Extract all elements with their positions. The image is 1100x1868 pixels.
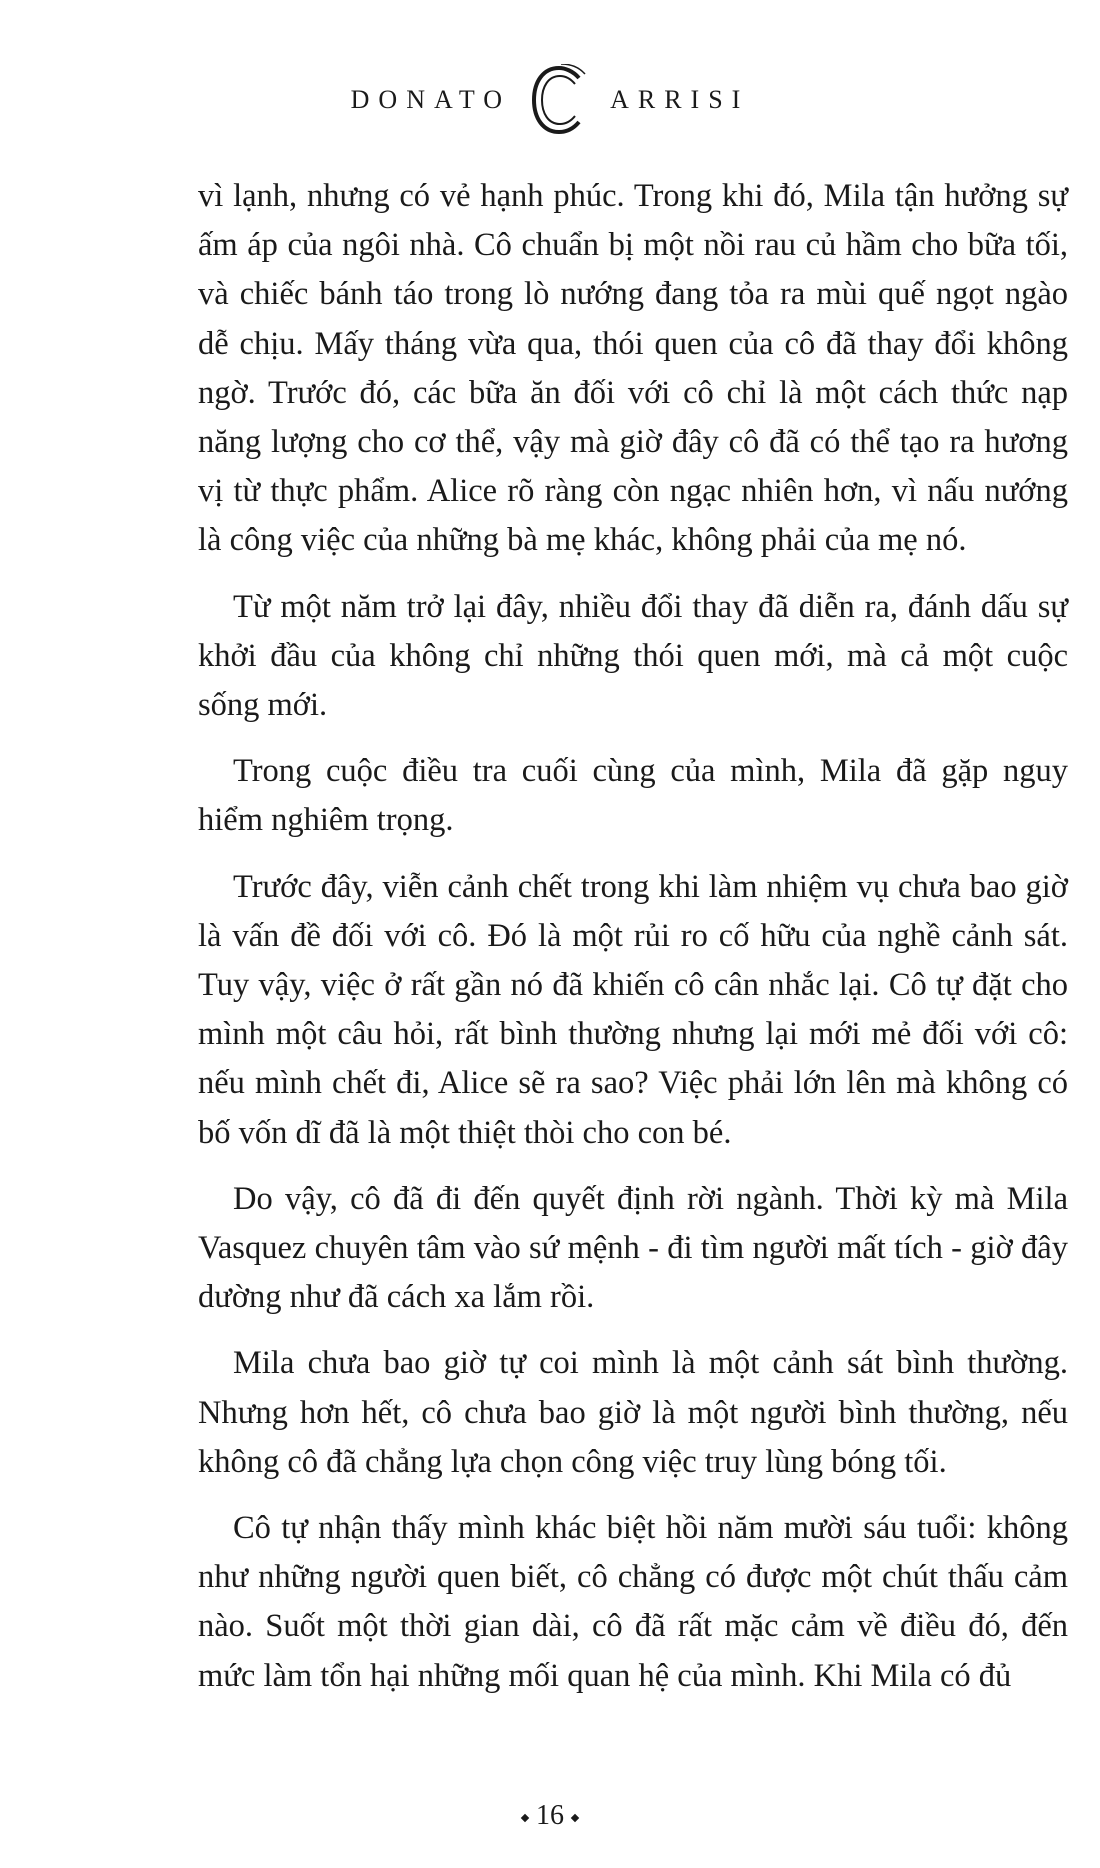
author-last-name: ARRISI	[610, 85, 750, 114]
author-first-name: DONATO	[350, 85, 512, 114]
page-number: 16	[536, 1800, 564, 1831]
running-header	[0, 64, 1100, 136]
paragraph-6: Mila chưa bao giờ tự coi mình là một cảnh sát bình thường. Nhưng hơn hết, cô chưa bao giờ là một người bình thường, nếu không cô đã chẳng lựa chọn công việc truy lùng bóng tối.	[198, 1345, 1068, 1480]
paragraph-2: Từ một năm trở lại đây, nhiều đổi thay đã diễn ra, đánh dấu sự khởi đầu của không chỉ những thói quen mới, mà cả một cuộc sống mới.	[198, 588, 1068, 724]
page-footer	[0, 1800, 1100, 1832]
paragraph-4: Trước đây, viễn cảnh chết trong khi làm nhiệm vụ chưa bao giờ là vấn đề đối với cô. Đó là một rủi ro cố hữu của nghề cảnh sát. Tuy vậy, việc ở rất gần nó đã khiến cô cân nhắc lại. Cô tự đặt cho mình một câu hỏi, rất bình thường nhưng lại mới mẻ đối với cô: nếu mình chết đi, Alice sẽ ra sao? Việc phải lớn lên mà không có bố vốn dĩ đã là một thiệt thòi cho con bé.	[198, 868, 1068, 1151]
paragraph-3: Trong cuộc điều tra cuối cùng của mình, Mila đã gặp nguy hiểm nghiêm trọng.	[198, 753, 1068, 839]
paragraph-1: vì lạnh, nhưng có vẻ hạnh phúc. Trong khi đó, Mila tận hưởng sự ấm áp của ngôi nhà. Cô chuẩn bị một nồi rau củ hầm cho bữa tối, và chiếc bánh táo trong lò nướng đang tỏa ra mùi quế ngọt ngào dễ chịu. Mấy tháng vừa qua, thói quen của cô đã thay đổi không ngờ. Trước đó, các bữa ăn đối với cô chỉ là một cách thức nạp năng lượng cho cơ thể, vậy mà giờ đây cô đã có thể tạo ra hương vị từ thực phẩm. Alice rõ ràng còn ngạc nhiên hơn, vì nấu nướng là công việc của những bà mẹ khác, không phải của mẹ nó.	[198, 178, 1068, 559]
diamond-bullet-icon	[521, 1813, 529, 1821]
diamond-bullet-icon	[571, 1813, 579, 1821]
paragraph-5: Do vậy, cô đã đi đến quyết định rời ngành. Thời kỳ mà Mila Vasquez chuyên tâm vào sứ mệnh - đi tìm người mất tích - giờ đây dường như đã cách xa lắm rồi.	[198, 1180, 1068, 1316]
paragraph-7: Cô tự nhận thấy mình khác biệt hồi năm mười sáu tuổi: không như những người quen biết, cô chẳng có được một chút thấu cảm nào. Suốt một thời gian dài, cô đã rất mặc cảm về điều đó, đến mức làm tổn hại những mối quan hệ của mình. Khi Mila có đủ	[198, 1510, 1068, 1694]
stylized-c-logo-icon	[529, 64, 591, 136]
body-text	[198, 172, 1068, 1718]
